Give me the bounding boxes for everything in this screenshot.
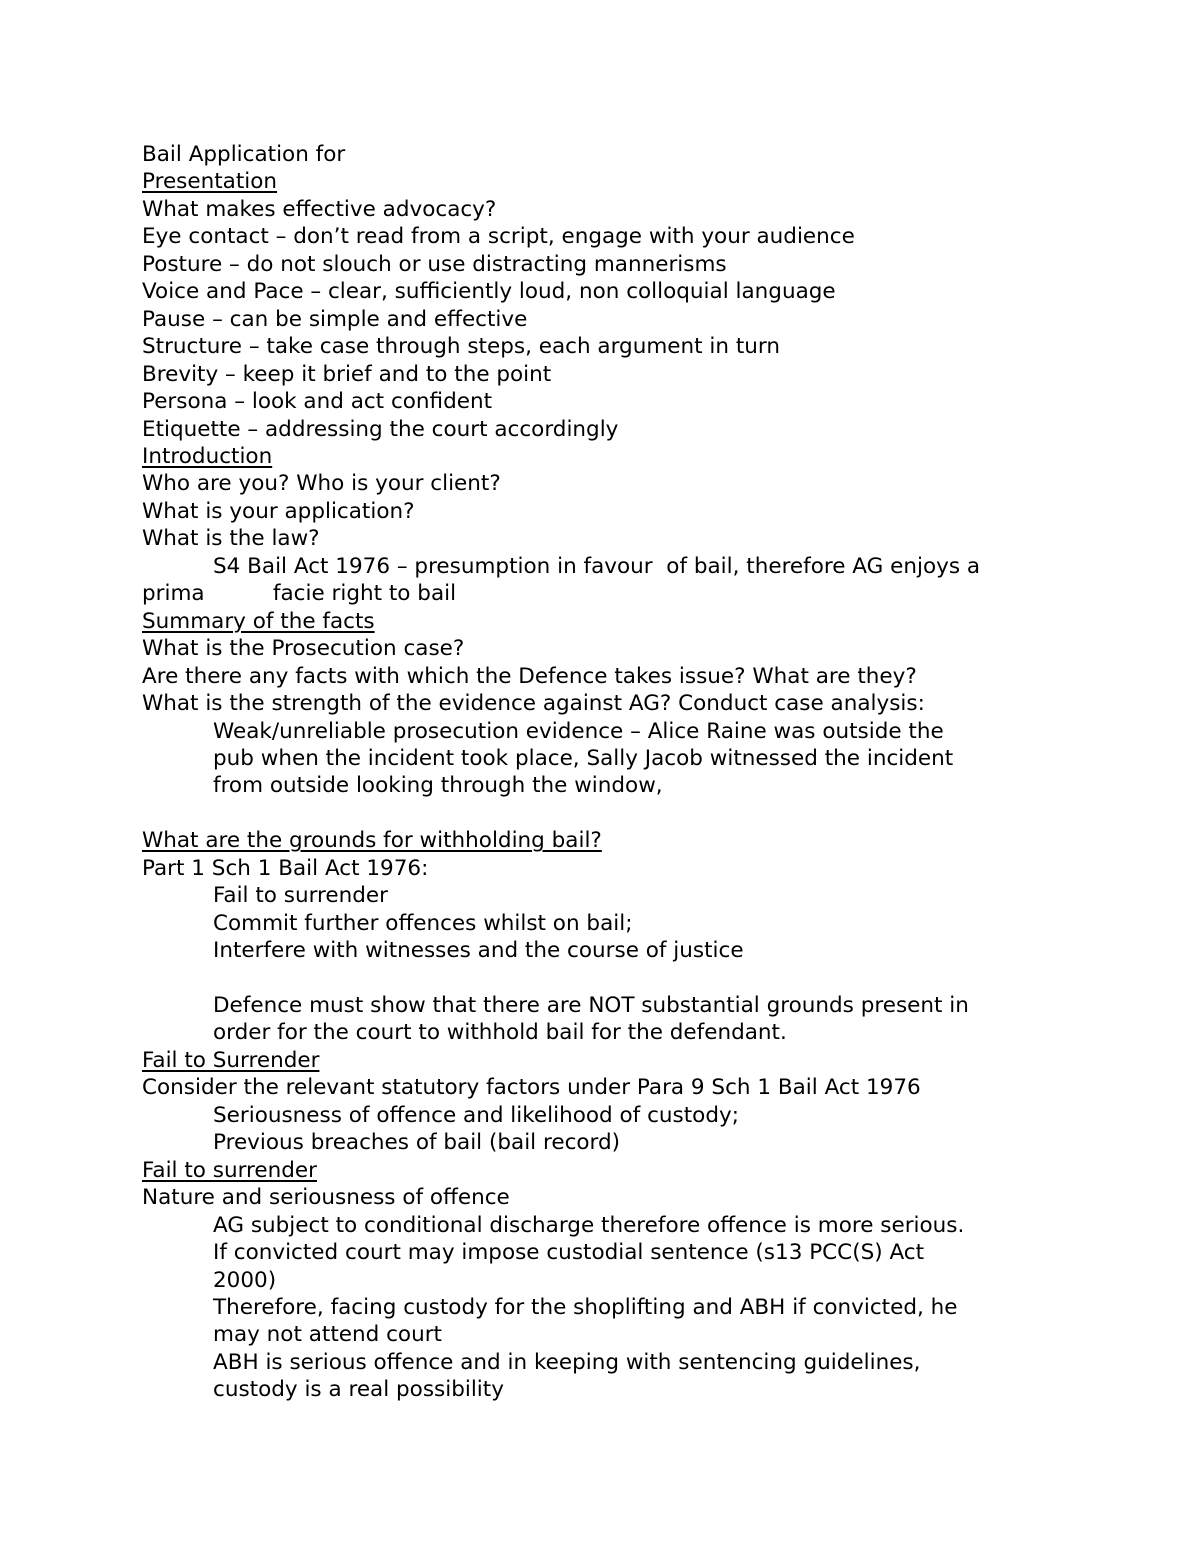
- grounds-item: Interfere with witnesses and the course of justice: [213, 938, 744, 964]
- offence-item: may not attend court: [213, 1322, 442, 1348]
- text-line: Nature and seriousness of offence: [142, 1185, 510, 1211]
- grounds-note: order for the court to withhold bail for the defendant.: [213, 1020, 787, 1046]
- offence-item: ABH is serious offence and in keeping with sentencing guidelines,: [213, 1349, 921, 1375]
- blank-line: [142, 965, 1062, 992]
- grounds-item: Fail to surrender: [213, 883, 388, 909]
- text-line: Consider the relevant statutory factors under Para 9 Sch 1 Bail Act 1976: [142, 1075, 921, 1101]
- grounds-note: Defence must show that there are NOT substantial grounds present in: [213, 993, 969, 1019]
- text-line: What is the law?: [142, 526, 320, 552]
- factor-item: Seriousness of offence and likelihood of custody;: [213, 1102, 739, 1128]
- text-line: Persona – look and act confident: [142, 389, 493, 415]
- text-line: Posture – do not slouch or use distracting mannerisms: [142, 251, 727, 277]
- offence-item: Therefore, facing custody for the shoplifting and ABH if convicted, he: [213, 1295, 958, 1320]
- heading-fail-to-surrender-2: Fail to surrender: [142, 1157, 317, 1183]
- text-line: What is the strength of the evidence against AG? Conduct case analysis:: [142, 691, 925, 717]
- text-line: Etiquette – addressing the court accordingly: [142, 416, 619, 442]
- text-line: Voice and Pace – clear, sufficiently loud, non colloquial language: [142, 279, 836, 305]
- text-line: Who are you? Who is your client?: [142, 471, 501, 497]
- text-line: What is your application?: [142, 498, 415, 524]
- offence-item: 2000): [213, 1267, 277, 1293]
- factor-item: Previous breaches of bail (bail record): [213, 1130, 621, 1156]
- law-line-continued: prima facie right to bail: [142, 581, 457, 607]
- text-line: Pause – can be simple and effective: [142, 306, 528, 332]
- text-line: Brevity – keep it brief and to the point: [142, 361, 552, 387]
- heading-fail-to-surrender: Fail to Surrender: [142, 1047, 320, 1073]
- offence-item: If convicted court may impose custodial sentence (s13 PCC(S) Act: [213, 1240, 925, 1266]
- heading-presentation: Presentation: [142, 169, 278, 195]
- analysis-line: from outside looking through the window,: [213, 773, 663, 799]
- grounds-item: Commit further offences whilst on bail;: [213, 910, 633, 936]
- law-line: S4 Bail Act 1976 – presumption in favour of bail, therefore AG enjoys a: [213, 553, 981, 579]
- heading-summary-of-facts: Summary of the facts: [142, 608, 375, 634]
- text-line: What makes effective advocacy?: [142, 196, 497, 222]
- text-line: Eye contact – don’t read from a script, engage with your audience: [142, 224, 855, 250]
- blank-line: [142, 800, 1062, 827]
- offence-item: AG subject to conditional discharge therefore offence is more serious.: [213, 1212, 965, 1238]
- text-line: Part 1 Sch 1 Bail Act 1976:: [142, 855, 429, 881]
- heading-introduction: Introduction: [142, 443, 273, 469]
- analysis-line: pub when the incident took place, Sally Jacob witnessed the incident: [213, 745, 954, 771]
- analysis-line: Weak/unreliable prosecution evidence – Alice Raine was outside the: [213, 718, 944, 744]
- text-line: Structure – take case through steps, each argument in turn: [142, 334, 780, 360]
- heading-grounds: What are the grounds for withholding bail?: [142, 828, 602, 854]
- document-title: Bail Application for: [142, 142, 346, 167]
- text-line: Are there any facts with which the Defence takes issue? What are they?: [142, 663, 917, 689]
- offence-item: custody is a real possibility: [213, 1377, 504, 1403]
- document-body: [142, 141, 1062, 1404]
- text-line: What is the Prosecution case?: [142, 636, 465, 662]
